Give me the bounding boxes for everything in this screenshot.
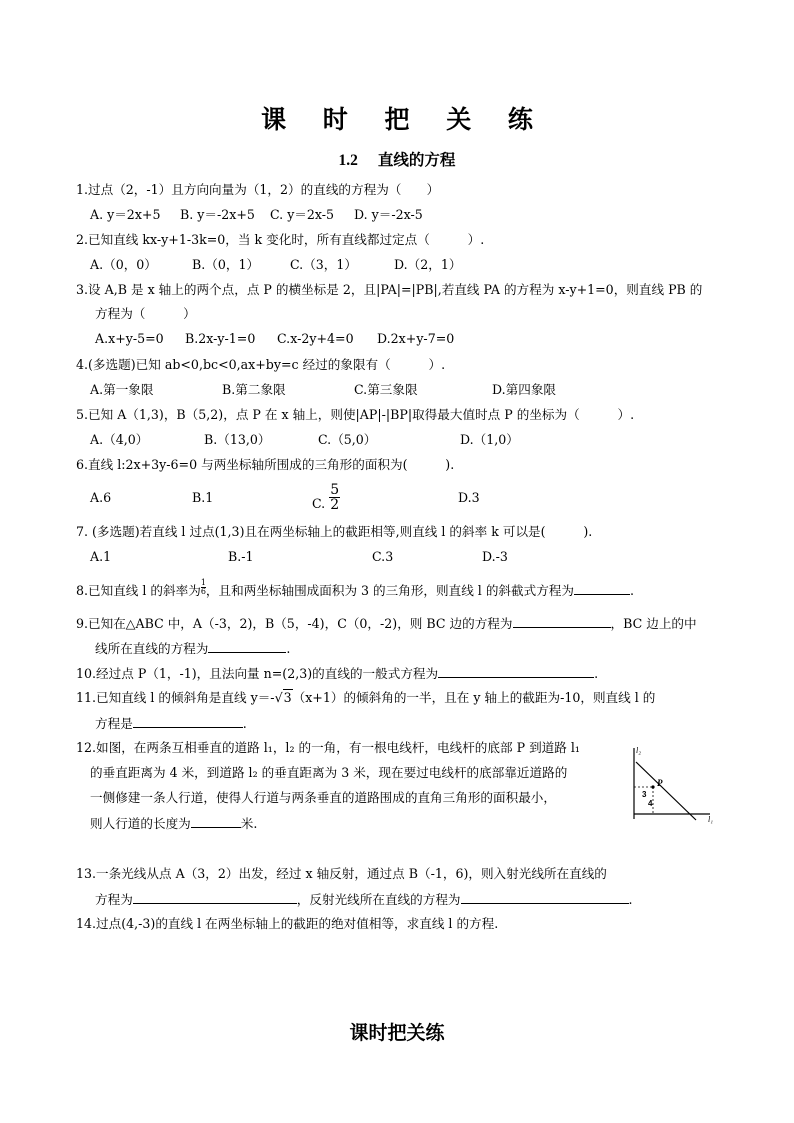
question-12-line-3: 一侧修建一条人行道，使得人行道与两条垂直的道路围成的直角三角形的面积最小， — [90, 790, 556, 805]
option-a: A.x+y-5=0 — [95, 331, 164, 346]
answer-blank-incident[interactable] — [133, 891, 297, 904]
answer-blank-bc[interactable] — [513, 615, 611, 628]
question-7: 7. (多选题)若直线 l 过点(1,3)且在两坐标轴上的截距相等,则直线 l 的斜率 k 可以是( ). — [76, 524, 593, 539]
question-9 — [76, 615, 697, 632]
unit-label: 米. — [240, 816, 258, 831]
question-13: 13.一条光线从点 A（3，2）出发，经过 x 轴反射，通过点 B（-1，6)，则入射光线所在直线的 — [76, 866, 607, 881]
option-d: D.2x+y-7=0 — [377, 331, 455, 346]
answer-blank[interactable] — [191, 815, 241, 828]
question-11-pre: 11.已知直线 l 的倾斜角是直线 y＝- — [76, 690, 275, 705]
question-9-text2: 线所在直线的方程为 — [95, 641, 209, 656]
option-b: B. y＝-2x+5 — [180, 207, 255, 222]
option-d: D. y＝-2x-5 — [354, 207, 423, 222]
label-4: 4 — [648, 799, 653, 808]
question-11-post: （x+1）的倾斜角的一半，且在 y 轴上的截距为-10，则直线 l 的 — [292, 690, 656, 705]
option-d: D.-3 — [482, 549, 508, 564]
question-6: 6.直线 l:2x+3y-6=0 与两坐标轴所围成的三角形的面积为( ). — [76, 457, 455, 472]
question-9-mid: ，BC 边上的中 — [610, 616, 697, 631]
option-b: B.（0，1） — [192, 257, 260, 272]
option-a: A. y＝2x+5 — [90, 207, 161, 222]
answer-blank[interactable] — [133, 715, 243, 728]
pole-point — [651, 785, 654, 788]
question-11-cont: 方程是 . — [95, 716, 247, 731]
option-d: D.3 — [458, 490, 480, 505]
answer-blank-median[interactable] — [208, 640, 286, 653]
label-p: P — [657, 778, 663, 788]
option-b: B.第二象限 — [222, 382, 286, 397]
option-c: C.第三象限 — [354, 382, 418, 397]
option-c: C.（5,0） — [318, 432, 377, 447]
label-l1: l₁ — [708, 815, 714, 824]
option-c: C.（3，1） — [290, 257, 357, 272]
question-8-post: ，且和两坐标轴围成面积为 3 的三角形，则直线 l 的斜截式方程为 — [205, 583, 574, 598]
option-a: A.1 — [90, 549, 112, 564]
option-d: D.（2，1） — [394, 257, 462, 272]
question-9-cont: 线所在直线的方程为 . — [95, 641, 291, 656]
question-4: 4.(多选题)已知 ab<0,bc<0,ax+by=c 经过的象限有（ ）. — [76, 357, 446, 372]
answer-blank-reflected[interactable] — [461, 891, 629, 904]
option-d: D.（1,0） — [460, 432, 519, 447]
option-c: C.x-2y+4=0 — [277, 331, 354, 346]
road-diagram — [624, 744, 716, 824]
question-8-pre: 8.已知直线 l 的斜率为 — [76, 583, 201, 598]
option-b: B.2x-y-1=0 — [185, 331, 256, 346]
option-a: A.（0，0） — [90, 257, 157, 272]
sqrt-expression: √3 — [274, 690, 292, 705]
option-b: B.（13,0） — [204, 432, 271, 447]
option-c-label: C. — [312, 496, 326, 511]
section-name: 直线的方程 — [377, 150, 456, 169]
option-a: A.第一象限 — [90, 382, 154, 397]
sqrt-radicand: 3 — [283, 690, 292, 705]
question-9-text: 9.已知在△ABC 中，A（-3，2)，B（5，-4)，C（0，-2)，则 BC 边的方程为 — [76, 616, 513, 631]
question-12-line-4 — [90, 815, 257, 832]
question-3: 3.设 A,B 是 x 轴上的两个点，点 P 的横坐标是 2，且|PA|=|PB|,若直线 PA 的方程为 x-y+1=0，则直线 PB 的 — [76, 282, 703, 297]
option-b: B.1 — [192, 490, 214, 505]
question-12-line-1: 12.如图，在两条互相垂直的道路 l₁，l₂ 的一角，有一根电线杆，电线杆的底部 P 到道路 l₁ — [76, 740, 580, 755]
slope-fraction — [201, 579, 206, 596]
fraction-denominator: 2 — [330, 497, 340, 513]
label-l2: l₂ — [636, 746, 642, 755]
answer-blank[interactable] — [574, 582, 630, 595]
question-13-text2b: ，反射光线所在直线的方程为 — [296, 892, 461, 907]
option-c — [312, 482, 340, 519]
option-c: C.3 — [372, 549, 394, 564]
option-a: A.6 — [90, 490, 112, 505]
option-d: D.第四象限 — [492, 382, 557, 397]
question-5: 5.已知 A（1,3)，B（5,2)，点 P 在 x 轴上，则使|AP|-|BP|取得最大值时点 P 的坐标为（ ）. — [76, 407, 635, 422]
section-number: 1.2 — [338, 152, 358, 169]
fraction-numerator: 1 — [200, 578, 206, 587]
question-13-cont: 方程为 ，反射光线所在直线的方程为 . — [95, 892, 633, 907]
answer-blank[interactable] — [438, 665, 594, 678]
fraction-denominator: 6 — [200, 587, 206, 596]
question-10: 10.经过点 P（1，-1)，且法向量 n=(2,3)的直线的一般式方程为 . — [76, 666, 599, 681]
question-1: 1.过点（2，-1）且方向向量为（1，2）的直线的方程为（ ） — [76, 182, 440, 197]
question-10-text: 10.经过点 P（1，-1)，且法向量 n=(2,3)的直线的一般式方程为 — [76, 666, 439, 681]
question-12-line-2: 的垂直距离为 4 米，到道路 l₂ 的垂直距离为 3 米，现在要过电线杆的底部靠近道路的 — [90, 765, 568, 780]
question-11-text2: 方程是 — [95, 716, 133, 731]
footer-title: 课时把关练 — [349, 1022, 445, 1044]
label-3: 3 — [642, 790, 647, 799]
question-3-cont: 方程为（ ） — [95, 306, 196, 321]
question-2: 2.已知直线 kx-y+1-3k=0，当 k 变化时，所有直线都过定点（ ）. — [76, 232, 485, 247]
fraction-numerator: 5 — [330, 482, 340, 498]
page-title: 课 时 把 关 练 — [261, 105, 547, 134]
option-a: A.（4,0） — [90, 432, 149, 447]
option-b: B.-1 — [228, 549, 254, 564]
question-8: 8.已知直线 l 的斜率为 $\frac{1}{6}$ ，且和两坐标轴围成面积为 3 的三角形，则直线 l 的斜截式方程为 . — [76, 578, 635, 598]
option-c: C. y＝2x-5 — [270, 207, 335, 222]
fraction — [329, 483, 340, 512]
question-13-text2a: 方程为 — [95, 892, 133, 907]
question-14: 14.过点(4,-3)的直线 l 在两坐标轴上的截距的绝对值相等，求直线 l 的方程. — [76, 916, 499, 931]
section-title — [0, 148, 794, 170]
question-11 — [76, 690, 655, 706]
question-12-line-4-text: 则人行道的长度为 — [90, 816, 191, 831]
